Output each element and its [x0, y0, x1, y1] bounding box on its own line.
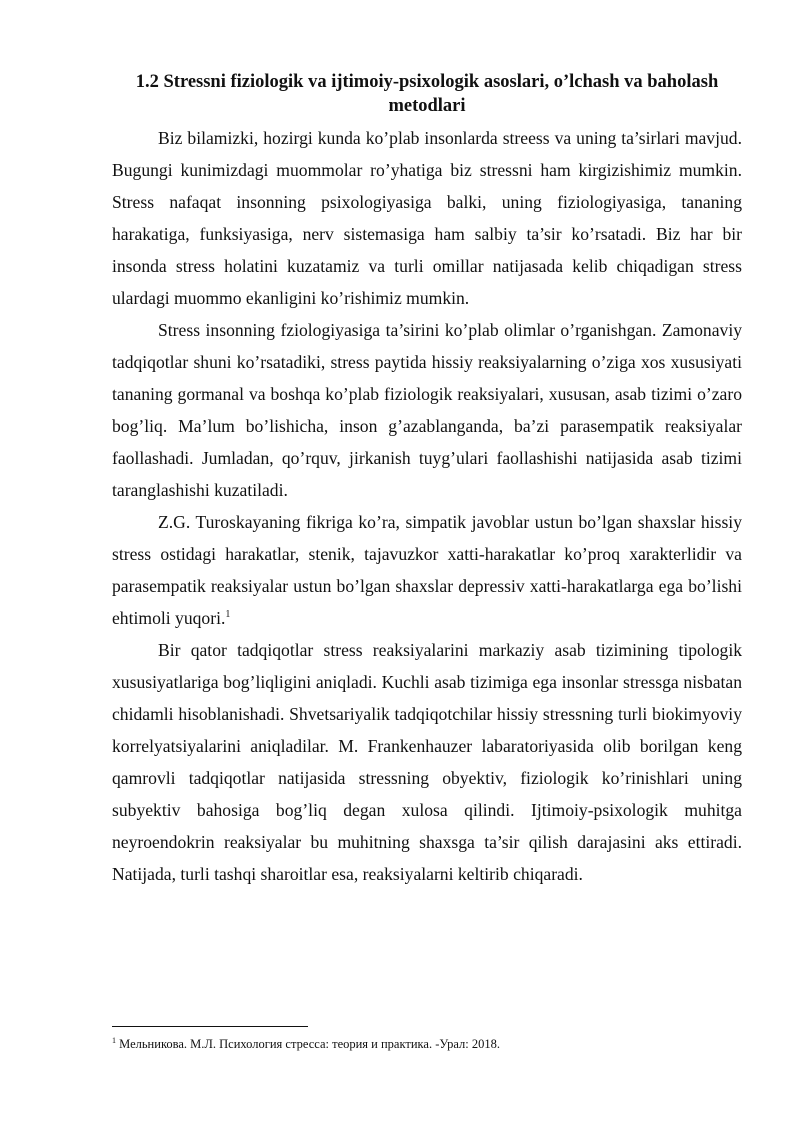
paragraph-1-text: Biz bilamizki, hozirgi kunda ko’plab insonlarda streess va uning ta’sirlari mavjud. Bugungi kunimizdagi muommolar ro’yhatiga biz stressni ham kirgizishimiz mumkin. Stress nafaqat insonning psixologiyasiga balki, uning fiziologiyasiga, tananing harakatiga, funksiyasiga, nerv sistemasiga ham salbiy ta’sir ko’rsatadi. Biz har bir insonda stress holatini kuzatamiz va turli omillar natijasada kelib chiqadigan stress ulardagi muommo ekanligini ko’rishimiz mumkin. — [112, 128, 742, 308]
paragraph-4 — [112, 634, 742, 890]
footnote-text: Мельникова. М.Л. Психология стресса: теория и практика. -Урал: 2018. — [119, 1037, 501, 1051]
paragraph-2 — [112, 314, 742, 506]
paragraph-3 — [112, 506, 742, 634]
paragraph-1 — [112, 122, 742, 314]
paragraph-4-text: Bir qator tadqiqotlar stress reaksiyalarini markaziy asab tizimining tipologik xususiyatlariga bog’liqligini aniqladi. Kuchli asab tizimiga ega insonlar stressga nisbatan chidamli hisoblanishadi. Shvetsariyalik tadqiqotchilar hissiy stressning turli biokimyoviy korrelyatsiyalarini aniqladilar. M. Frankenhauzer labaratoriyasida olib borilgan keng qamrovli tadqiqotlar natijasida stressning obyektiv, fiziologik ko’rinishlari uning subyektiv bahosiga bog’liq degan xulosa qilindi. Ijtimoiy-psixologik muhitga neyroendokrin reaksiyalar bu muhitning shaxsga ta’sir qilish darajasini aks ettiradi. Natijada, turli tashqi sharoitlar esa, reaksiyalarni keltirib chiqaradi. — [112, 640, 742, 884]
paragraph-2-text: Stress insonning fziologiyasiga ta’sirini ko’plab olimlar o’rganishgan. Zamonaviy tadqiqotlar shuni ko’rsatadiki, stress paytida hissiy reaksiyalarning o’ziga xos xususiyati tananing gormanal va boshqa ko’plab fiziologik reaksiyalari, xususan, asab tizimi o’zaro bog’liq. Ma’lum bo’lishicha, inson g’azablanganda, ba’zi parasempatik reaksiyalar faollashadi. Jumladan, qo’rquv, jirkanish tuyg’ulari faollashishi natijasida asab tizimi taranglashishi kuzatiladi. — [112, 320, 742, 500]
footnote-divider — [112, 1026, 308, 1027]
footnote-reference[interactable]: 1 — [225, 609, 231, 621]
section-title: 1.2 Stressni fiziologik va ijtimoiy-psixologik asoslari, o’lchash va baholash metodlari — [135, 72, 719, 116]
paragraph-3-text: Z.G. Turoskayaning fikriga ko’ra, simpatik javoblar ustun bo’lgan shaxslar hissiy stress ostidagi harakatlar, stenik, tajavuzkor xatti-harakatlar ko’proq xarakterlidir va parasempatik reaksiyalar ustun bo’lgan shaxslar depressiv xatti-harakatlarga ega bo’lishi ehtimoli yuqori. — [112, 512, 742, 628]
footnote — [112, 1036, 742, 1052]
footnote-number: 1 — [112, 1035, 116, 1045]
document-page — [112, 70, 742, 890]
